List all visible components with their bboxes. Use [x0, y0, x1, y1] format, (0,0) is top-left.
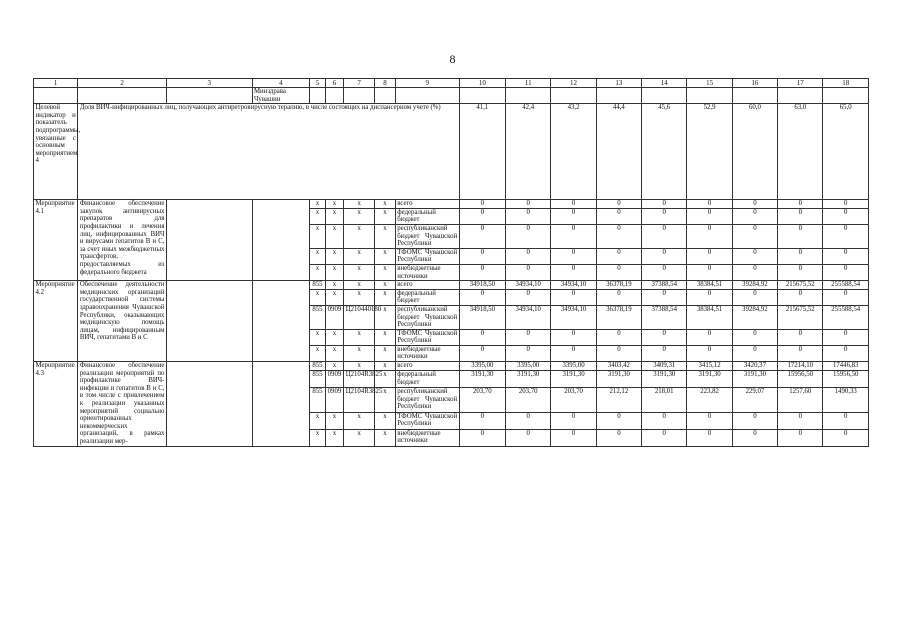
funding-value: 0	[551, 429, 596, 446]
funding-value: 0	[459, 200, 505, 209]
funding-value: 0	[551, 264, 596, 280]
empty-cell	[34, 88, 78, 104]
grbs-code: x	[310, 429, 325, 446]
column-header-12: 12	[551, 79, 596, 88]
funding-value: 0	[551, 329, 596, 345]
expense-type-code: x	[375, 329, 396, 345]
funding-value: 3420,37	[732, 362, 777, 371]
empty-cell	[459, 88, 505, 104]
empty-cell	[687, 88, 732, 104]
target-article-code: x	[344, 362, 375, 371]
expense-type-code: x	[375, 281, 396, 290]
empty-cell	[166, 281, 252, 362]
funding-value: 0	[551, 248, 596, 264]
funding-value: 0	[551, 289, 596, 305]
funding-value: 0	[732, 248, 777, 264]
section-code: x	[325, 281, 344, 290]
funding-value: 0	[732, 289, 777, 305]
indicator-value: 41,1	[459, 104, 505, 200]
column-header-13: 13	[596, 79, 641, 88]
funding-value: 0	[551, 412, 596, 429]
funding-value: 0	[596, 345, 641, 361]
column-number-row	[34, 79, 869, 88]
expense-type-code: x	[375, 289, 396, 305]
section-code: x	[325, 264, 344, 280]
funding-value: 39284,92	[732, 305, 777, 329]
expense-type-code: x	[375, 264, 396, 280]
funding-source: ТФОМС Чувашской Республики	[397, 329, 458, 345]
funding-value: 0	[596, 412, 641, 429]
empty-cell	[642, 88, 687, 104]
funding-value: 0	[732, 345, 777, 361]
funding-value: 38384,51	[687, 305, 732, 329]
funding-value: 0	[506, 429, 551, 446]
column-header-8: 8	[375, 79, 396, 88]
funding-value: 0	[732, 412, 777, 429]
indicator-row	[34, 104, 869, 200]
funding-value: 0	[596, 329, 641, 345]
expense-type-code: x	[375, 305, 396, 329]
funding-value: 3415,12	[687, 362, 732, 371]
table-row	[34, 362, 869, 371]
funding-value: 0	[823, 264, 869, 280]
funding-value: 34934,10	[506, 281, 551, 290]
funding-value: 0	[642, 224, 687, 248]
table-row	[34, 281, 869, 290]
section-code: 0909	[325, 387, 344, 412]
funding-value: 0	[732, 329, 777, 345]
funding-value: 0	[459, 248, 505, 264]
target-article-code: x	[344, 200, 375, 209]
funding-value: 0	[823, 345, 869, 361]
target-article-code: x	[344, 248, 375, 264]
funding-value: 0	[459, 412, 505, 429]
section-code: 0909	[325, 305, 344, 329]
target-article-code: x	[344, 345, 375, 361]
funding-value: 0	[778, 248, 823, 264]
empty-cell	[166, 88, 252, 104]
grbs-code: x	[310, 224, 325, 248]
grbs-code: x	[310, 345, 325, 361]
grbs-code: 855	[310, 387, 325, 412]
empty-cell	[252, 281, 310, 362]
grbs-code: 855	[310, 281, 325, 290]
funding-value: 0	[596, 289, 641, 305]
measure-name: Мероприятие 4.1	[34, 200, 78, 281]
funding-value: 0	[687, 264, 732, 280]
funding-value: 0	[459, 289, 505, 305]
funding-value: 0	[642, 289, 687, 305]
target-article-code: x	[344, 412, 375, 429]
funding-value: 255588,54	[823, 281, 869, 290]
column-header-14: 14	[642, 79, 687, 88]
funding-value: 0	[506, 200, 551, 209]
funding-source: федеральный бюджет	[395, 371, 459, 388]
section-code: x	[325, 362, 344, 371]
column-header-18: 18	[823, 79, 869, 88]
empty-cell	[310, 88, 325, 104]
target-article-code: x	[344, 264, 375, 280]
funding-value: 0	[642, 329, 687, 345]
empty-cell	[166, 200, 252, 281]
target-article-code: Ц2104R3825	[344, 371, 375, 388]
funding-value: 0	[778, 264, 823, 280]
funding-value: 0	[506, 208, 551, 224]
funding-source: всего	[395, 362, 459, 371]
funding-value: 203,70	[551, 387, 596, 412]
section-code: 0909	[325, 371, 344, 388]
funding-value: 3191,30	[732, 371, 777, 388]
empty-cell	[252, 362, 310, 447]
section-code: x	[325, 208, 344, 224]
expense-type-code: x	[375, 429, 396, 446]
funding-value: 0	[459, 224, 505, 248]
column-header-10: 10	[459, 79, 505, 88]
funding-value: 0	[642, 345, 687, 361]
funding-value: 0	[732, 208, 777, 224]
empty-cell	[732, 88, 777, 104]
funding-value: 0	[732, 429, 777, 446]
empty-cell	[551, 88, 596, 104]
funding-value: 15956,50	[778, 371, 823, 388]
funding-value: 34918,50	[459, 281, 505, 290]
funding-value: 223,82	[687, 387, 732, 412]
funding-value: 203,70	[459, 387, 505, 412]
empty-cell	[596, 88, 641, 104]
funding-value: 0	[642, 200, 687, 209]
expense-type-code: x	[375, 208, 396, 224]
funding-value: 36378,19	[596, 281, 641, 290]
funding-value: 34934,10	[506, 305, 551, 329]
section-code: x	[325, 412, 344, 429]
column-header-5: 5	[310, 79, 325, 88]
grbs-code: x	[310, 289, 325, 305]
funding-value: 0	[506, 329, 551, 345]
funding-value: 34934,10	[551, 305, 596, 329]
funding-value: 0	[687, 429, 732, 446]
funding-value: 0	[778, 345, 823, 361]
funding-value: 0	[506, 224, 551, 248]
program-table	[33, 78, 869, 447]
funding-value: 229,07	[732, 387, 777, 412]
column-header-17: 17	[778, 79, 823, 88]
column-header-3: 3	[166, 79, 252, 88]
funding-value: 215675,52	[778, 305, 823, 329]
funding-value: 17214,10	[778, 362, 823, 371]
funding-source: внебюджетные источники	[395, 429, 459, 446]
empty-cell	[823, 88, 869, 104]
section-code: x	[325, 289, 344, 305]
funding-value: 0	[642, 208, 687, 224]
grbs-code: x	[310, 412, 325, 429]
funding-value: 0	[506, 248, 551, 264]
empty-cell	[78, 88, 167, 104]
funding-value: 3395,00	[459, 362, 505, 371]
expense-type-code: x	[375, 224, 396, 248]
funding-value: 0	[823, 248, 869, 264]
funding-source: всего	[395, 200, 459, 209]
empty-cell	[506, 88, 551, 104]
expense-type-code: x	[375, 362, 396, 371]
target-article-code: x	[344, 208, 375, 224]
measure-name: Мероприятие 4.2	[34, 281, 78, 362]
target-article-code: x	[344, 281, 375, 290]
funding-value: 0	[459, 345, 505, 361]
funding-value: 3191,30	[642, 371, 687, 388]
funding-value: 0	[642, 248, 687, 264]
funding-value: 38384,51	[687, 281, 732, 290]
funding-value: 0	[687, 200, 732, 209]
funding-value: 34934,10	[551, 281, 596, 290]
funding-value: 0	[596, 224, 641, 248]
measure-name: Мероприятие 4.3	[34, 362, 78, 447]
funding-value: 0	[732, 200, 777, 209]
section-code: x	[325, 429, 344, 446]
indicator-value: 60,0	[732, 104, 777, 200]
funding-value: 15956,50	[823, 371, 869, 388]
funding-value: 0	[778, 200, 823, 209]
funding-value: 215675,52	[778, 281, 823, 290]
funding-value: 0	[506, 289, 551, 305]
section-code: x	[325, 200, 344, 209]
grbs-code: 855	[310, 362, 325, 371]
grbs-code: 855	[310, 371, 325, 388]
expense-type-code: x	[375, 248, 396, 264]
funding-value: 3403,42	[596, 362, 641, 371]
funding-value: 0	[596, 200, 641, 209]
funding-value: 0	[551, 200, 596, 209]
section-code: x	[325, 224, 344, 248]
empty-cell	[395, 88, 459, 104]
funding-value: 3409,31	[642, 362, 687, 371]
grbs-code: 855	[310, 305, 325, 329]
grbs-code: x	[310, 200, 325, 209]
funding-value: 36378,19	[596, 305, 641, 329]
indicator-text: Доля ВИЧ-инфицированных лиц, получающих антиретровирусную терапию, в числе состоящих на диспансерном учете (%)	[78, 104, 459, 200]
column-header-6: 6	[325, 79, 344, 88]
funding-value: 0	[687, 412, 732, 429]
funding-value: 0	[551, 208, 596, 224]
funding-value: 0	[506, 412, 551, 429]
empty-cell	[344, 88, 375, 104]
column-header-11: 11	[506, 79, 551, 88]
funding-value: 0	[506, 345, 551, 361]
column-header-4: 4	[252, 79, 310, 88]
funding-value: 3395,00	[506, 362, 551, 371]
indicator-value: 42,4	[506, 104, 551, 200]
funding-value: 0	[642, 264, 687, 280]
empty-cell	[325, 88, 344, 104]
responsible-executor: Минздрава Чувашии	[252, 88, 310, 104]
continuation-row	[34, 88, 869, 104]
funding-source: федеральный бюджет	[395, 208, 459, 224]
grbs-code: x	[310, 248, 325, 264]
funding-value: 212,12	[596, 387, 641, 412]
funding-value: 0	[823, 429, 869, 446]
funding-value: 0	[687, 289, 732, 305]
funding-value: 0	[823, 329, 869, 345]
measure-description: Обеспечение деятельности медицинских организаций государственной системы здравоохранения Чувашской Республики, оказывающих медицинскую помощь лицам, инфицированным ВИЧ, гепатитами В и С	[78, 281, 167, 362]
funding-source: ТФОМС Чувашской Республики	[397, 248, 458, 264]
funding-value: 3191,30	[687, 371, 732, 388]
funding-value: 0	[642, 429, 687, 446]
funding-value: 0	[823, 200, 869, 209]
funding-value: 0	[732, 264, 777, 280]
indicator-value: 52,9	[687, 104, 732, 200]
expense-type-code: x	[375, 345, 396, 361]
indicator-value: 45,6	[642, 104, 687, 200]
funding-value: 0	[459, 208, 505, 224]
funding-value: 0	[823, 289, 869, 305]
funding-value: 0	[687, 345, 732, 361]
funding-value: 0	[823, 412, 869, 429]
section-code: x	[325, 329, 344, 345]
funding-source: республиканский бюджет Чувашской Республики	[397, 305, 458, 329]
funding-value: 3191,30	[506, 371, 551, 388]
funding-source: внебюджетные источники	[395, 345, 459, 361]
funding-value: 0	[732, 224, 777, 248]
empty-cell	[252, 200, 310, 281]
funding-value: 37388,54	[642, 281, 687, 290]
funding-value: 0	[596, 208, 641, 224]
funding-value: 0	[687, 248, 732, 264]
funding-source: федеральный бюджет	[395, 289, 459, 305]
funding-value: 3191,30	[551, 371, 596, 388]
funding-value: 0	[459, 329, 505, 345]
funding-value: 255588,54	[823, 305, 869, 329]
table-row	[34, 200, 869, 209]
funding-value: 0	[778, 224, 823, 248]
indicator-value: 43,2	[551, 104, 596, 200]
target-article-code: x	[344, 224, 375, 248]
funding-value: 0	[506, 264, 551, 280]
funding-source: внебюджетные источники	[395, 264, 459, 280]
grbs-code: x	[310, 208, 325, 224]
target-article-code: x	[344, 289, 375, 305]
funding-value: 0	[778, 429, 823, 446]
indicator-value: 63,0	[778, 104, 823, 200]
funding-value: 34918,50	[459, 305, 505, 329]
funding-value: 0	[551, 345, 596, 361]
column-header-15: 15	[687, 79, 732, 88]
funding-value: 0	[551, 224, 596, 248]
funding-value: 0	[823, 224, 869, 248]
empty-cell	[778, 88, 823, 104]
funding-value: 0	[778, 289, 823, 305]
expense-type-code: x	[375, 200, 396, 209]
funding-value: 0	[687, 224, 732, 248]
indicator-value: 44,4	[596, 104, 641, 200]
funding-value: 0	[687, 208, 732, 224]
funding-value: 1257,60	[778, 387, 823, 412]
funding-value: 0	[596, 248, 641, 264]
funding-value: 3191,30	[459, 371, 505, 388]
target-article-code: x	[344, 429, 375, 446]
funding-value: 0	[778, 208, 823, 224]
indicator-value: 65,0	[823, 104, 869, 200]
column-header-9: 9	[395, 79, 459, 88]
funding-value: 218,01	[642, 387, 687, 412]
grbs-code: x	[310, 329, 325, 345]
target-article-code: Ц2104R3825	[344, 387, 375, 412]
funding-value: 3395,00	[551, 362, 596, 371]
column-header-16: 16	[732, 79, 777, 88]
funding-value: 0	[596, 429, 641, 446]
indicator-label: Целевой индикатор и показатель подпрограммы, увязанные с основным мероприятием 4	[34, 104, 78, 200]
section-code: x	[325, 248, 344, 264]
column-header-2: 2	[78, 79, 167, 88]
target-article-code: x	[344, 329, 375, 345]
measure-description: Финансовое обеспечение реализации мероприятий по профилактике ВИЧ-инфекции и гепатитов В и С, в том числе с привлечением к реализации указанных мероприятий социально ориентированных некоммерческих организаций, в рамках реализации мер-	[79, 362, 165, 445]
target-article-code: Ц210440180	[344, 305, 375, 329]
funding-value: 17446,83	[823, 362, 869, 371]
funding-source: республиканский бюджет Чувашской Республики	[395, 387, 459, 412]
column-header-7: 7	[344, 79, 375, 88]
funding-value: 0	[778, 329, 823, 345]
empty-cell	[375, 88, 396, 104]
funding-value: 0	[778, 412, 823, 429]
funding-value: 0	[459, 429, 505, 446]
funding-value: 37388,54	[642, 305, 687, 329]
funding-source: ТФОМС Чувашской Республики	[397, 412, 458, 428]
expense-type-code: x	[375, 412, 396, 429]
funding-value: 0	[687, 329, 732, 345]
funding-source: всего	[395, 281, 459, 290]
expense-type-code: x	[375, 387, 396, 412]
funding-source: республиканский бюджет Чувашской Республики	[397, 224, 458, 248]
funding-value: 0	[823, 208, 869, 224]
empty-cell	[166, 362, 252, 447]
funding-value: 0	[596, 264, 641, 280]
funding-value: 1490,33	[823, 387, 869, 412]
column-header-1: 1	[34, 79, 78, 88]
funding-value: 0	[459, 264, 505, 280]
measure-description: Финансовое обеспечение закупок антивирусных препаратов для профилактики и лечения лиц, инфицированных ВИЧ и вирусами гепатитов В и С, за счет иных межбюджетных трансфертов, предоставляемых из федерального бюджета	[78, 200, 167, 281]
expense-type-code: x	[375, 371, 396, 388]
page-number: 8	[449, 52, 456, 66]
funding-value: 3191,30	[596, 371, 641, 388]
funding-value: 0	[642, 412, 687, 429]
funding-value: 39284,92	[732, 281, 777, 290]
section-code: x	[325, 345, 344, 361]
funding-value: 203,70	[506, 387, 551, 412]
grbs-code: x	[310, 264, 325, 280]
